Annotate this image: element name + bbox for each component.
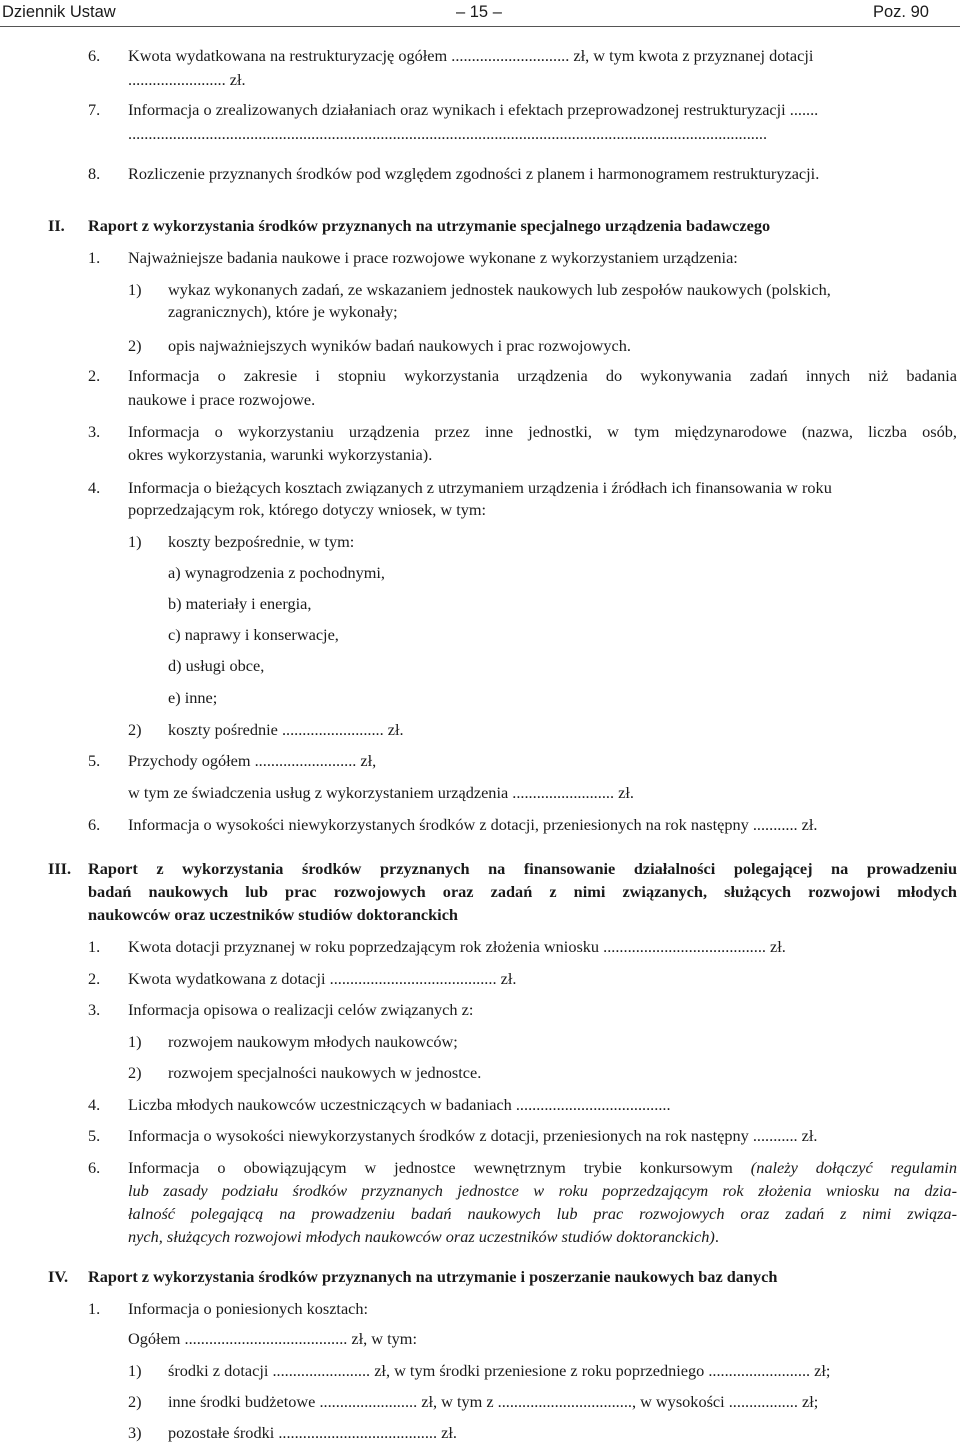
item-number: 1. (88, 1299, 101, 1318)
item-text: Przychody ogółem ......................... zł, (128, 751, 377, 770)
item-text: okres wykorzystania, warunki wykorzystania). (128, 445, 433, 464)
item-text (128, 1158, 957, 1178)
item-text-italic: (należy dołączyć regulamin (750, 1158, 957, 1177)
item-number: 1) (128, 280, 142, 299)
item-text: Informacja opisowa o realizacji celów związanych z: (128, 1000, 474, 1019)
item-number: 4. (88, 1095, 101, 1114)
item-text: naukowe i prace rozwojowe. (128, 390, 316, 409)
item-number: 1) (128, 1032, 142, 1051)
item-number: 5. (88, 1126, 101, 1145)
item-number: 2. (88, 366, 101, 385)
item-text: pozostałe środki ....................................... zł. (168, 1423, 457, 1442)
item-text: Informacja o zrealizowanych działaniach oraz wynikach i efektach przeprowadzonej restrukturyzacji ....... (128, 100, 819, 119)
list-item: e) inne; (168, 688, 218, 707)
section-title: Raport z wykorzystania środków przyznanych na finansowanie działalności polegającej na prowadzeniu (88, 859, 957, 878)
list-item: b) materiały i energia, (168, 594, 312, 613)
item-text: ........................ zł. (128, 70, 246, 89)
item-text: rozwojem naukowym młodych naukowców; (168, 1032, 458, 1051)
item-number: 1. (88, 937, 101, 956)
item-text: Najważniejsze badania naukowe i prace rozwojowe wykonane z wykorzystaniem urządzenia: (128, 248, 738, 267)
item-number: 5. (88, 751, 101, 770)
section-number: III. (48, 859, 72, 878)
section-title: naukowców oraz uczestników studiów doktoranckich (88, 905, 458, 924)
section-title: Raport z wykorzystania środków przyznanych na utrzymanie specjalnego urządzenia badawczego (88, 216, 771, 235)
item-text: opis najważniejszych wyników badań naukowych i prac rozwojowych. (168, 336, 631, 355)
item-text: poprzedzającym rok, którego dotyczy wniosek, w tym: (128, 500, 487, 519)
item-text: zagranicznych), które je wykonały; (168, 302, 398, 321)
item-text: Informacja o bieżących kosztach związanych z utrzymaniem urządzenia i źródłach ich finansowania w roku (128, 478, 832, 497)
item-number: 2) (128, 336, 142, 355)
item-text: lub zasady podziału środków przyznanych jednostce w roku poprzedzającym rok złożenia wniosku na dzia- (128, 1181, 957, 1200)
item-text: Informacja o poniesionych kosztach: (128, 1299, 369, 1318)
position-number: Poz. 90 (873, 3, 929, 21)
item-text: Informacja o zakresie i stopniu wykorzystania urządzenia do wykonywania zadań innych niż badania (128, 366, 957, 385)
item-number: 3. (88, 1000, 101, 1019)
item-number: 4. (88, 478, 101, 497)
item-text: Ogółem ........................................ zł, w tym: (128, 1329, 417, 1348)
item-text: w tym ze świadczenia usług z wykorzystaniem urządzenia ......................... zł. (128, 783, 634, 802)
item-number: 7. (88, 100, 101, 119)
page-number: – 15 – (456, 3, 502, 21)
item-text: Informacja o wykorzystaniu urządzenia przez inne jednostki, w tym międzynarodowe (nazwa, liczba osób, (128, 422, 957, 441)
item-number: 1) (128, 532, 142, 551)
item-number: 2. (88, 969, 101, 988)
item-number: 2) (128, 1392, 142, 1411)
item-number: 3) (128, 1423, 142, 1442)
item-number: 2) (128, 720, 142, 739)
item-text-italic: nych, służących rozwojowi młodych naukowców oraz uczestników studiów doktoranckich) (128, 1227, 715, 1246)
item-text: Kwota wydatkowana z dotacji ......................................... zł. (128, 969, 517, 988)
list-item: c) naprawy i konserwacje, (168, 625, 339, 644)
item-number: 6. (88, 1158, 101, 1177)
item-text (128, 1227, 719, 1247)
item-text: wykaz wykonanych zadań, ze wskazaniem jednostek naukowych lub zespołów naukowych (polskich, (168, 280, 831, 299)
item-text: ............................................................................................................................................................. (128, 124, 768, 143)
item-number: 2) (128, 1063, 142, 1082)
item-text: koszty bezpośrednie, w tym: (168, 532, 355, 551)
item-text: inne środki budżetowe ........................ zł, w tym z ................................., w wysokości ................. zł; (168, 1392, 819, 1411)
item-text: Informacja o wysokości niewykorzystanych środków z dotacji, przeniesionych na rok następny ........... zł. (128, 1126, 818, 1145)
item-text: Kwota wydatkowana na restrukturyzację ogółem ............................. zł, w tym kwota z przyznanej dotacji (128, 46, 814, 65)
item-text-plain: . (714, 1227, 719, 1246)
section-title: Raport z wykorzystania środków przyznanych na utrzymanie i poszerzanie naukowych baz danych (88, 1267, 778, 1286)
section-number: II. (48, 216, 65, 235)
section-number: IV. (48, 1267, 69, 1286)
item-text: środki z dotacji ........................ zł, w tym środki przeniesione z roku poprzedniego ......................... zł; (168, 1361, 831, 1380)
item-text: Informacja o wysokości niewykorzystanych środków z dotacji, przeniesionych na rok następny ........... zł. (128, 815, 818, 834)
item-number: 6. (88, 815, 101, 834)
journal-title: Dziennik Ustaw (2, 3, 116, 21)
header-rule (0, 26, 960, 27)
item-text: rozwojem specjalności naukowych w jednostce. (168, 1063, 482, 1082)
item-text: łalność polegającą na prowadzeniu badań naukowych lub prac rozwojowych oraz zadań z nimi związa- (128, 1204, 957, 1223)
item-number: 3. (88, 422, 101, 441)
item-text: koszty pośrednie ......................... zł. (168, 720, 404, 739)
list-item: d) usługi obce, (168, 656, 265, 675)
item-text: Kwota dotacji przyznanej w roku poprzedzającym rok złożenia wniosku ........................................ zł. (128, 937, 786, 956)
item-number: 8. (88, 164, 101, 183)
item-text-plain: Informacja o obowiązującym w jednostce wewnętrznym trybie konkursowym (128, 1158, 751, 1177)
item-number: 1) (128, 1361, 142, 1380)
item-text: Liczba młodych naukowców uczestniczących w badaniach ...................................... (128, 1095, 671, 1114)
list-item: a) wynagrodzenia z pochodnymi, (168, 563, 386, 582)
item-number: 6. (88, 46, 101, 65)
section-title: badań naukowych lub prac rozwojowych oraz zadań z nimi związanych, służących rozwojowi młodych (88, 882, 957, 901)
item-text: Rozliczenie przyznanych środków pod względem zgodności z planem i harmonogramem restrukturyzacji. (128, 164, 820, 183)
item-number: 1. (88, 248, 101, 267)
